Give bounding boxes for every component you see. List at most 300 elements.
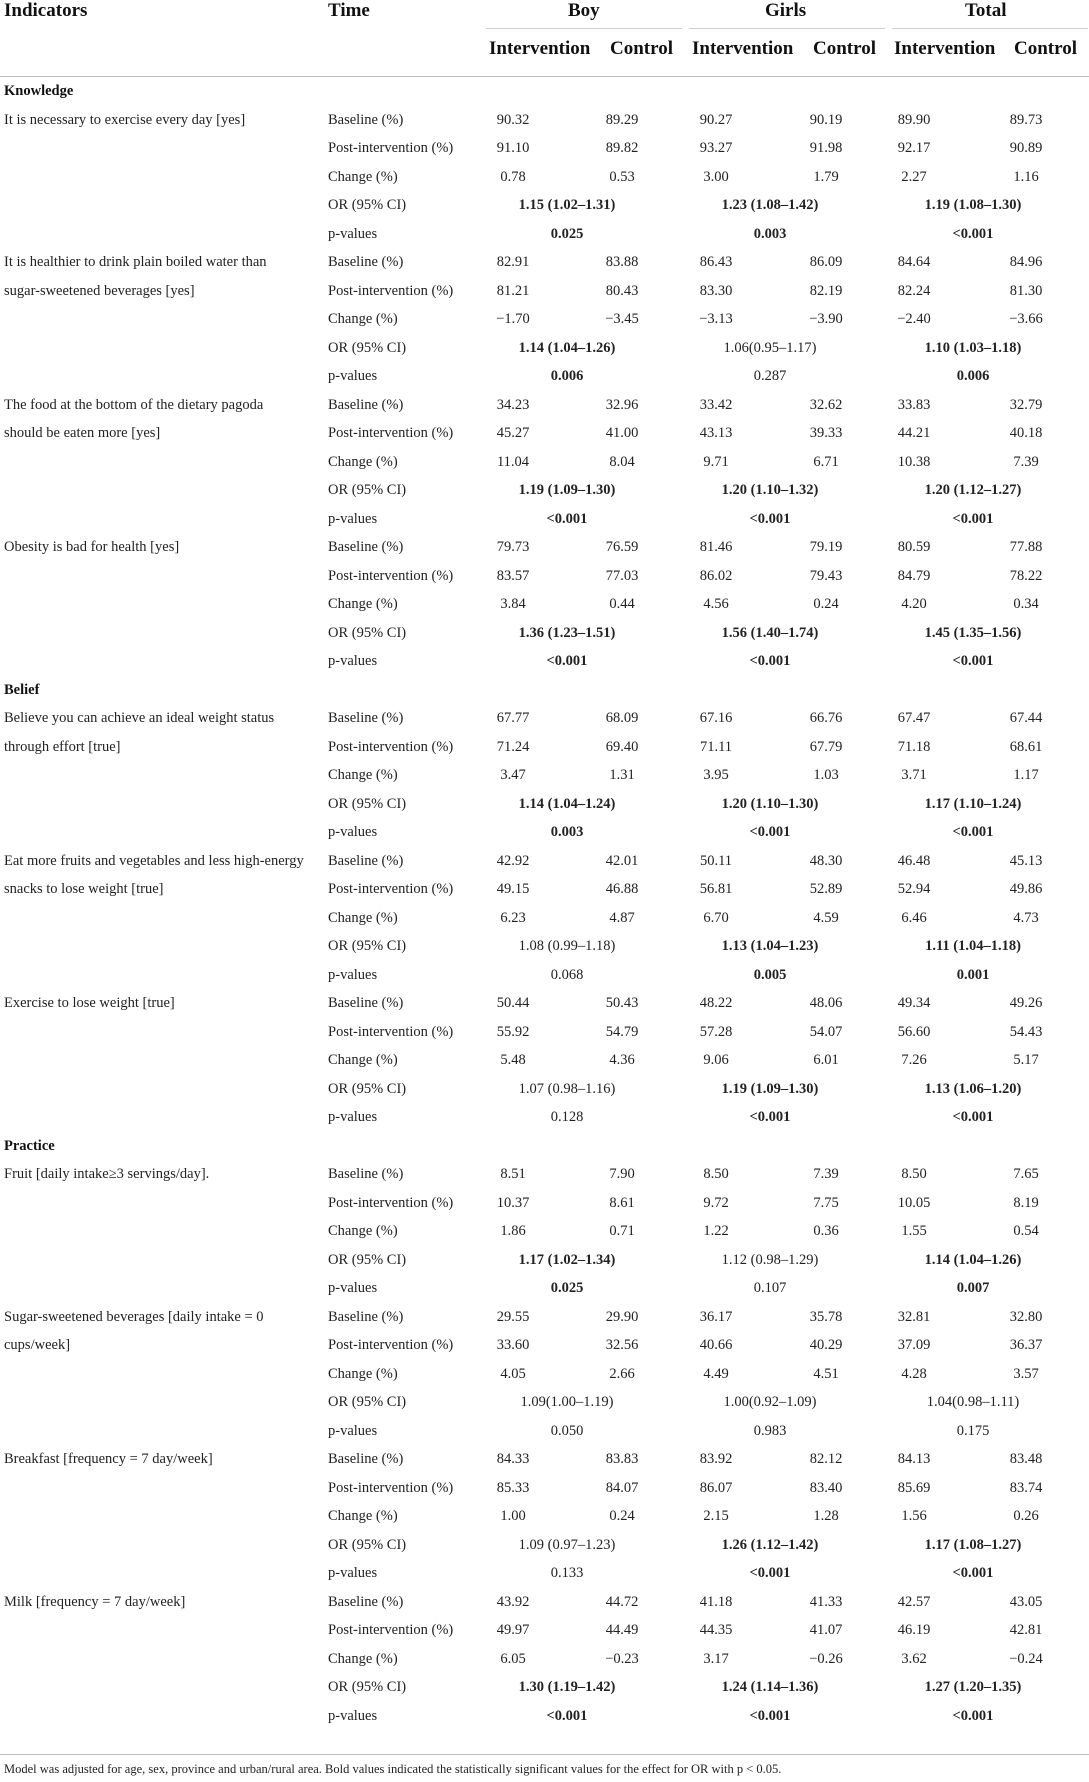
value-cell: 9.71	[703, 453, 729, 470]
value-cell: 1.03	[813, 767, 839, 783]
time-label: OR (95% CI)	[328, 1679, 407, 1695]
value-cell: 0.24	[609, 1508, 635, 1524]
time-label: Change (%)	[328, 1650, 398, 1667]
value-cell: 52.89	[809, 881, 843, 897]
value-cell: 0.24	[813, 596, 839, 612]
p-value-cell: 0.107	[753, 1280, 787, 1296]
value-cell: 6.05	[500, 1650, 526, 1667]
value-cell: 89.73	[1009, 111, 1043, 128]
time-label: Baseline (%)	[328, 396, 404, 413]
value-cell: 49.34	[897, 995, 931, 1011]
value-cell: 83.83	[605, 1451, 639, 1467]
p-value-cell: 0.050	[550, 1422, 584, 1439]
time-label: Post-intervention (%)	[328, 881, 454, 897]
value-cell: 71.18	[897, 738, 931, 755]
value-cell: 40.29	[809, 1337, 843, 1353]
value-cell: 43.05	[1009, 1593, 1043, 1610]
or-cell: 1.00(0.92–1.09)	[723, 1394, 817, 1410]
p-value-cell: 0.133	[550, 1565, 584, 1581]
value-cell: 76.59	[605, 539, 639, 555]
value-cell: 6.71	[813, 453, 839, 470]
value-cell: 78.22	[1009, 567, 1043, 584]
time-label: Change (%)	[328, 596, 398, 612]
value-cell: 44.35	[699, 1622, 733, 1638]
value-cell: 4.56	[703, 596, 729, 612]
value-cell: 49.15	[496, 881, 530, 897]
or-cell: 1.20 (1.10–1.32)	[721, 482, 819, 498]
time-label: Change (%)	[328, 311, 398, 327]
value-cell: 4.73	[1013, 909, 1039, 926]
section-title: Knowledge	[4, 83, 74, 99]
value-cell: −2.40	[897, 311, 931, 327]
value-cell: 50.11	[699, 852, 733, 869]
group-underline-girls	[689, 28, 885, 29]
or-cell: 1.06(0.95–1.17)	[723, 339, 817, 356]
time-label: p-values	[328, 510, 378, 527]
group-underline-boy	[486, 28, 682, 29]
indicator-label: Breakfast [frequency = 7 day/week]	[4, 1451, 213, 1467]
value-cell: 32.80	[1009, 1308, 1043, 1325]
value-cell: 41.07	[809, 1622, 843, 1638]
value-cell: 67.44	[1009, 710, 1043, 726]
value-cell: 44.49	[605, 1622, 639, 1638]
indicator-label: It is necessary to exercise every day [yes]	[4, 111, 246, 128]
p-value-cell: 0.007	[956, 1280, 990, 1296]
value-cell: 36.17	[699, 1308, 733, 1325]
time-label: Post-intervention (%)	[328, 1023, 454, 1040]
value-cell: 90.19	[809, 111, 843, 128]
value-cell: 2.66	[609, 1365, 635, 1382]
time-label: Change (%)	[328, 168, 398, 185]
value-cell: 57.28	[699, 1023, 733, 1040]
p-value-cell: 0.175	[956, 1422, 990, 1439]
value-cell: 6.23	[500, 909, 526, 926]
value-cell: 4.20	[901, 596, 927, 612]
p-value-cell: <0.001	[749, 824, 791, 840]
value-cell: 84.07	[605, 1479, 639, 1496]
value-cell: 1.86	[500, 1223, 526, 1239]
value-cell: 84.64	[897, 254, 931, 270]
time-label: OR (95% CI)	[328, 1251, 407, 1268]
time-label: p-values	[328, 1707, 378, 1724]
value-cell: 71.11	[699, 738, 733, 755]
time-label: Baseline (%)	[328, 1308, 404, 1325]
value-cell: 33.60	[496, 1337, 530, 1353]
value-cell: 79.73	[496, 539, 530, 555]
value-cell: 0.44	[609, 596, 635, 612]
value-cell: 6.70	[703, 909, 729, 926]
time-label: Change (%)	[328, 1223, 398, 1239]
time-label: p-values	[328, 225, 378, 242]
value-cell: 33.83	[897, 396, 931, 413]
value-cell: 35.78	[809, 1308, 843, 1325]
value-cell: 44.21	[897, 425, 931, 441]
value-cell: 36.37	[1009, 1337, 1043, 1353]
value-cell: 80.59	[897, 539, 931, 555]
value-cell: 1.55	[901, 1223, 927, 1239]
value-cell: 82.12	[809, 1451, 843, 1467]
value-cell: 5.17	[1013, 1052, 1039, 1068]
value-cell: 93.27	[699, 140, 733, 156]
time-label: Change (%)	[328, 1365, 398, 1382]
value-cell: 3.62	[901, 1650, 927, 1667]
value-cell: 83.30	[699, 282, 733, 299]
value-cell: 11.04	[496, 453, 530, 470]
value-cell: 37.09	[897, 1337, 931, 1353]
value-cell: 42.81	[1009, 1622, 1043, 1638]
subheader-total-intervention: Intervention	[894, 38, 996, 59]
or-cell: 1.56 (1.40–1.74)	[721, 624, 819, 641]
p-value-cell: 0.025	[550, 1280, 584, 1296]
value-cell: 3.71	[901, 767, 927, 783]
value-cell: 9.72	[703, 1194, 729, 1211]
value-cell: 84.96	[1009, 254, 1043, 270]
p-value-cell: <0.001	[952, 1565, 994, 1581]
value-cell: 82.91	[496, 254, 530, 270]
time-label: p-values	[328, 1422, 378, 1439]
time-label: Baseline (%)	[328, 710, 404, 726]
value-cell: 29.90	[605, 1308, 639, 1325]
or-cell: 1.19 (1.09–1.30)	[721, 1080, 819, 1097]
header-group-girls: Girls	[765, 0, 807, 21]
value-cell: 3.17	[703, 1650, 729, 1667]
p-value-cell: <0.001	[749, 1565, 791, 1581]
p-value-cell: 0.005	[753, 966, 787, 983]
p-value-cell: 0.006	[956, 368, 990, 384]
or-cell: 1.10 (1.03–1.18)	[924, 339, 1022, 356]
indicator-label: It is healthier to drink plain boiled water than sugar-sweetened beverages [yes]	[4, 254, 267, 299]
time-label: OR (95% CI)	[328, 1536, 407, 1553]
or-cell: 1.36 (1.23–1.51)	[518, 624, 616, 641]
indicator-label: Fruit [daily intake≥3 servings/day].	[4, 1166, 210, 1182]
subheader-total-control: Control	[1014, 38, 1077, 59]
value-cell: 48.06	[809, 995, 843, 1011]
time-label: OR (95% CI)	[328, 339, 407, 356]
time-label: Change (%)	[328, 767, 398, 783]
value-cell: −0.24	[1009, 1650, 1043, 1667]
time-label: Baseline (%)	[328, 852, 404, 869]
header-rule	[0, 76, 1089, 77]
or-cell: 1.12 (0.98–1.29)	[721, 1251, 819, 1268]
subheader-boy-intervention: Intervention	[489, 38, 591, 59]
value-cell: 81.21	[496, 282, 530, 299]
value-cell: 10.38	[897, 453, 931, 470]
time-label: p-values	[328, 653, 378, 669]
value-cell: 90.89	[1009, 140, 1043, 156]
time-label: OR (95% CI)	[328, 197, 407, 213]
indicator-label: Milk [frequency = 7 day/week]	[4, 1593, 186, 1610]
value-cell: 79.19	[809, 539, 843, 555]
value-cell: 3.00	[703, 168, 729, 185]
value-cell: 48.22	[699, 995, 733, 1011]
value-cell: 0.36	[813, 1223, 839, 1239]
value-cell: 4.59	[813, 909, 839, 926]
value-cell: 2.15	[703, 1508, 729, 1524]
time-label: Post-intervention (%)	[328, 1622, 454, 1638]
value-cell: 1.00	[500, 1508, 526, 1524]
or-cell: 1.30 (1.19–1.42)	[518, 1679, 616, 1695]
p-value-cell: <0.001	[952, 824, 994, 840]
value-cell: 7.39	[813, 1166, 839, 1182]
p-value-cell: <0.001	[546, 1707, 588, 1724]
time-label: p-values	[328, 824, 378, 840]
value-cell: 32.62	[809, 396, 843, 413]
value-cell: 83.40	[809, 1479, 843, 1496]
time-label: Baseline (%)	[328, 111, 404, 128]
value-cell: 42.01	[605, 852, 639, 869]
value-cell: 39.33	[809, 425, 843, 441]
value-cell: 8.04	[609, 453, 635, 470]
value-cell: 83.74	[1009, 1479, 1043, 1496]
value-cell: 56.81	[699, 881, 733, 897]
value-cell: 68.61	[1009, 738, 1043, 755]
time-label: Baseline (%)	[328, 254, 404, 270]
value-cell: 67.47	[897, 710, 931, 726]
time-label: OR (95% CI)	[328, 1080, 407, 1097]
footnote: Model was adjusted for age, sex, province and urban/rural area. Bold values indicated the statistically significant values for the effect for OR with p < 0.05.	[4, 1762, 782, 1776]
p-value-cell: <0.001	[952, 1707, 994, 1724]
value-cell: 3.84	[500, 596, 526, 612]
p-value-cell: 0.003	[550, 824, 584, 840]
p-value-cell: <0.001	[546, 653, 588, 669]
value-cell: 84.79	[897, 567, 931, 584]
value-cell: −0.26	[809, 1650, 843, 1667]
value-cell: 82.19	[809, 282, 843, 299]
or-cell: 1.11 (1.04–1.18)	[925, 938, 1021, 954]
p-value-cell: <0.001	[952, 1109, 994, 1125]
value-cell: 85.33	[496, 1479, 530, 1496]
p-value-cell: 0.128	[550, 1109, 584, 1125]
or-cell: 1.20 (1.12–1.27)	[924, 482, 1022, 498]
value-cell: 0.71	[609, 1223, 635, 1239]
value-cell: 83.92	[699, 1451, 733, 1467]
value-cell: 7.75	[813, 1194, 839, 1211]
p-value-cell: <0.001	[546, 510, 588, 527]
value-cell: 79.43	[809, 567, 843, 584]
value-cell: 46.48	[897, 852, 931, 869]
or-cell: 1.09 (0.97–1.23)	[518, 1536, 616, 1553]
value-cell: 45.27	[496, 425, 530, 441]
header-time: Time	[328, 0, 370, 21]
value-cell: 41.33	[809, 1593, 843, 1610]
time-label: Baseline (%)	[328, 1593, 404, 1610]
value-cell: 83.88	[605, 254, 639, 270]
header-indicators: Indicators	[4, 0, 88, 21]
value-cell: 0.78	[500, 168, 526, 185]
value-cell: 46.19	[897, 1622, 931, 1638]
p-value-cell: 0.006	[550, 368, 584, 384]
value-cell: 4.28	[901, 1365, 927, 1382]
or-cell: 1.14 (1.04–1.26)	[924, 1251, 1022, 1268]
time-label: OR (95% CI)	[328, 482, 407, 498]
value-cell: 80.43	[605, 282, 639, 299]
value-cell: 83.57	[496, 567, 530, 584]
value-cell: −3.45	[605, 311, 639, 327]
p-value-cell: 0.003	[753, 225, 787, 242]
value-cell: 90.27	[699, 111, 733, 128]
indicator-label: Eat more fruits and vegetables and less high-energy snacks to lose weight [true]	[4, 852, 304, 897]
value-cell: 48.30	[809, 852, 843, 869]
value-cell: 33.42	[699, 396, 733, 413]
time-label: Baseline (%)	[328, 995, 404, 1011]
value-cell: 81.30	[1009, 282, 1043, 299]
indicator-label: Believe you can achieve an ideal weight status through effort [true]	[4, 710, 275, 755]
value-cell: 3.47	[500, 767, 526, 783]
value-cell: 89.82	[605, 140, 639, 156]
p-value-cell: <0.001	[749, 510, 791, 527]
value-cell: 7.39	[1013, 453, 1039, 470]
value-cell: 34.23	[496, 396, 530, 413]
value-cell: 7.26	[901, 1052, 927, 1068]
p-value-cell: <0.001	[952, 225, 994, 242]
value-cell: 49.26	[1009, 995, 1043, 1011]
value-cell: 66.76	[809, 710, 843, 726]
value-cell: 1.22	[703, 1223, 729, 1239]
time-label: Post-intervention (%)	[328, 1337, 454, 1353]
value-cell: 67.79	[809, 738, 843, 755]
value-cell: −3.66	[1009, 311, 1043, 327]
value-cell: 45.13	[1009, 852, 1043, 869]
value-cell: −1.70	[496, 311, 530, 327]
header-group-boy: Boy	[568, 0, 600, 21]
value-cell: 56.60	[897, 1023, 931, 1040]
time-label: p-values	[328, 368, 378, 384]
value-cell: 0.34	[1013, 596, 1039, 612]
value-cell: 89.90	[897, 111, 931, 128]
value-cell: 81.46	[699, 539, 733, 555]
section-title: Belief	[4, 681, 40, 698]
value-cell: −3.13	[699, 311, 733, 327]
value-cell: 49.86	[1009, 881, 1043, 897]
or-cell: 1.15 (1.02–1.31)	[518, 197, 616, 213]
time-label: Post-intervention (%)	[328, 140, 454, 156]
or-cell: 1.45 (1.35–1.56)	[924, 624, 1022, 641]
time-label: Baseline (%)	[328, 1166, 404, 1182]
value-cell: 10.37	[496, 1194, 530, 1211]
value-cell: 43.92	[496, 1593, 530, 1610]
time-label: OR (95% CI)	[328, 795, 407, 812]
or-cell: 1.24 (1.14–1.36)	[721, 1679, 819, 1695]
subheader-girls-intervention: Intervention	[692, 38, 794, 59]
value-cell: 6.46	[901, 909, 927, 926]
value-cell: 8.50	[703, 1166, 729, 1182]
time-label: Post-intervention (%)	[328, 1479, 454, 1496]
value-cell: 68.09	[605, 710, 639, 726]
or-cell: 1.04(0.98–1.11)	[926, 1394, 1020, 1410]
value-cell: 5.48	[500, 1052, 526, 1068]
indicator-label: Exercise to lose weight [true]	[4, 995, 175, 1011]
time-label: p-values	[328, 966, 378, 983]
time-label: Baseline (%)	[328, 1451, 404, 1467]
value-cell: 8.50	[901, 1166, 927, 1182]
or-cell: 1.08 (0.99–1.18)	[518, 938, 616, 954]
value-cell: 4.87	[609, 909, 635, 926]
value-cell: 85.69	[897, 1479, 931, 1496]
indicator-label: Obesity is bad for health [yes]	[4, 539, 180, 555]
indicator-label: Sugar-sweetened beverages [daily intake = 0 cups/week]	[4, 1308, 264, 1353]
or-cell: 1.14 (1.04–1.24)	[518, 795, 616, 812]
group-underline-total	[892, 28, 1088, 29]
value-cell: 54.07	[809, 1023, 843, 1040]
time-label: Post-intervention (%)	[328, 567, 454, 584]
value-cell: 49.97	[496, 1622, 530, 1638]
value-cell: 41.18	[699, 1593, 733, 1610]
value-cell: 46.88	[605, 881, 639, 897]
value-cell: 7.65	[1013, 1166, 1039, 1182]
header-group-total: Total	[965, 0, 1007, 21]
value-cell: 10.05	[897, 1194, 931, 1211]
p-value-cell: <0.001	[952, 653, 994, 669]
or-cell: 1.23 (1.08–1.42)	[721, 197, 819, 213]
value-cell: 2.27	[901, 168, 927, 185]
value-cell: 1.56	[901, 1508, 927, 1524]
value-cell: 77.03	[605, 567, 639, 584]
or-cell: 1.17 (1.08–1.27)	[924, 1536, 1022, 1553]
p-value-cell: <0.001	[749, 1109, 791, 1125]
value-cell: 32.56	[605, 1337, 639, 1353]
time-label: Baseline (%)	[328, 539, 404, 555]
subheader-girls-control: Control	[813, 38, 876, 59]
value-cell: 41.00	[605, 425, 639, 441]
value-cell: 0.54	[1013, 1223, 1039, 1239]
value-cell: 90.32	[496, 111, 530, 128]
value-cell: 1.31	[609, 767, 635, 783]
time-label: Change (%)	[328, 453, 398, 470]
value-cell: 54.43	[1009, 1023, 1043, 1040]
p-value-cell: 0.025	[550, 225, 584, 242]
p-value-cell: 0.001	[956, 966, 990, 983]
value-cell: 6.01	[813, 1052, 839, 1068]
value-cell: 67.16	[699, 710, 733, 726]
or-cell: 1.26 (1.12–1.42)	[721, 1536, 819, 1553]
value-cell: 4.51	[813, 1365, 839, 1382]
value-cell: 54.79	[605, 1023, 639, 1040]
time-label: Post-intervention (%)	[328, 425, 454, 441]
p-value-cell: 0.068	[550, 966, 584, 983]
value-cell: 84.13	[897, 1451, 931, 1467]
value-cell: 55.92	[496, 1023, 530, 1040]
subheader-boy-control: Control	[610, 38, 673, 59]
value-cell: 4.36	[609, 1052, 635, 1068]
or-cell: 1.13 (1.06–1.20)	[924, 1080, 1022, 1097]
value-cell: 40.66	[699, 1337, 733, 1353]
or-cell: 1.13 (1.04–1.23)	[721, 938, 819, 954]
or-cell: 1.09(1.00–1.19)	[520, 1394, 614, 1410]
value-cell: 7.90	[609, 1166, 635, 1182]
value-cell: 50.44	[496, 995, 530, 1011]
value-cell: 83.48	[1009, 1451, 1043, 1467]
p-value-cell: <0.001	[749, 1707, 791, 1724]
value-cell: 86.02	[699, 567, 733, 584]
value-cell: 0.26	[1013, 1508, 1039, 1524]
value-cell: 77.88	[1009, 539, 1043, 555]
value-cell: 4.49	[703, 1365, 729, 1382]
value-cell: 4.05	[500, 1365, 526, 1382]
value-cell: 1.79	[813, 168, 839, 185]
section-title: Practice	[4, 1137, 55, 1154]
value-cell: 84.33	[496, 1451, 530, 1467]
bottom-rule	[0, 1754, 1089, 1755]
or-cell: 1.19 (1.09–1.30)	[518, 482, 616, 498]
value-cell: 86.43	[699, 254, 733, 270]
time-label: Change (%)	[328, 1052, 398, 1068]
p-value-cell: 0.983	[753, 1422, 787, 1439]
or-cell: 1.19 (1.08–1.30)	[924, 197, 1022, 213]
value-cell: 8.19	[1013, 1194, 1039, 1211]
value-cell: 91.10	[496, 140, 530, 156]
or-cell: 1.14 (1.04–1.26)	[518, 339, 616, 356]
value-cell: 1.17	[1013, 767, 1039, 783]
